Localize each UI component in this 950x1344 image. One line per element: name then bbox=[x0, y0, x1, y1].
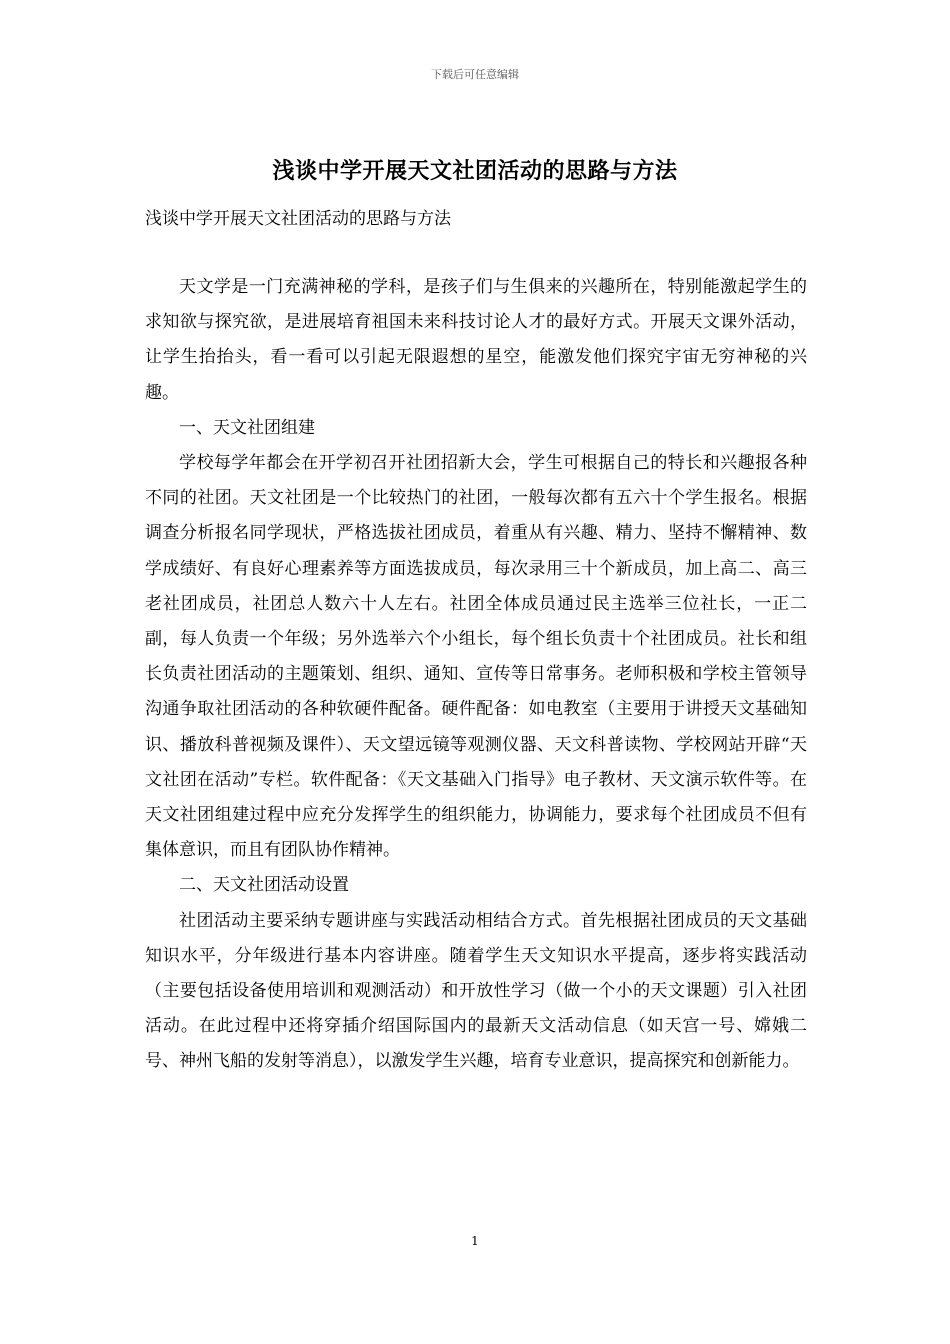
document-body bbox=[145, 270, 807, 1080]
paragraph-intro: 天文学是一门充满神秘的学科，是孩子们与生俱来的兴趣所在，特别能激起学生的求知欲与探究欲，是进展培育祖国未来科技讨论人才的最好方式。开展天文课外活动，让学生抬抬头，看一看可以引起无限遐想的星空，能激发他们探究宇宙无穷神秘的兴趣。 bbox=[145, 277, 807, 403]
paragraph-section-1: 学校每学年都会在开学初召开社团招新大会，学生可根据自己的特长和兴趣报各种不同的社团。天文社团是一个比较热门的社团，一般每次都有五六十个学生报名。根据调查分析报名同学现状，严格选拔社团成员，着重从有兴趣、精力、坚持不懈精神、数学成绩好、有良好心理素养等方面选拔成员，每次录用三十个新成员，加上高二、高三老社团成员，社团总人数六十人左右。社团全体成员通过民主选举三位社长，一正二副，每人负责一个年级；另外选举六个小组长，每个组长负责十个社团成员。社长和组长负责社团活动的主题策划、组织、通知、宣传等日常事务。老师积极和学校主管领导沟通争取社团活动的各种软硬件配备。硬件配备：如电教室（主要用于讲授天文基础知识、播放科普视频及课件）、天文望远镜等观测仪器、天文科普读物、学校网站开辟“天文社团在活动”专栏。软件配备：《天文基础入门指导》电子教材、天文演示软件等。在天文社团组建过程中应充分发挥学生的组织能力，协调能力，要求每个社团成员不但有集体意识，而且有团队协作精神。 bbox=[145, 453, 807, 861]
page-number: 1 bbox=[471, 1234, 479, 1248]
page-header: 下载后可任意编辑 bbox=[431, 68, 519, 81]
paragraph-section-2: 社团活动主要采纳专题讲座与实践活动相结合方式。首先根据社团成员的天文基础知识水平，分年级进行基本内容讲座。随着学生天文知识水平提高，逐步将实践活动（主要包括设备使用培训和观测活动）和开放性学习（做一个小的天文课题）引入社团活动。在此过程中还将穿插介绍国际国内的最新天文活动信息（如天宫一号、嫦娥二号、神州飞船的发射等消息），以激发学生兴趣，培育专业意识，提高探究和创新能力。 bbox=[145, 910, 807, 1072]
section-heading-2: 二、天文社团活动设置 bbox=[179, 875, 349, 896]
section-heading-1: 一、天文社团组建 bbox=[179, 417, 315, 438]
document-subtitle: 浅谈中学开展天文社团活动的思路与方法 bbox=[145, 209, 451, 229]
document-title: 浅谈中学开展天文社团活动的思路与方法 bbox=[272, 158, 678, 184]
